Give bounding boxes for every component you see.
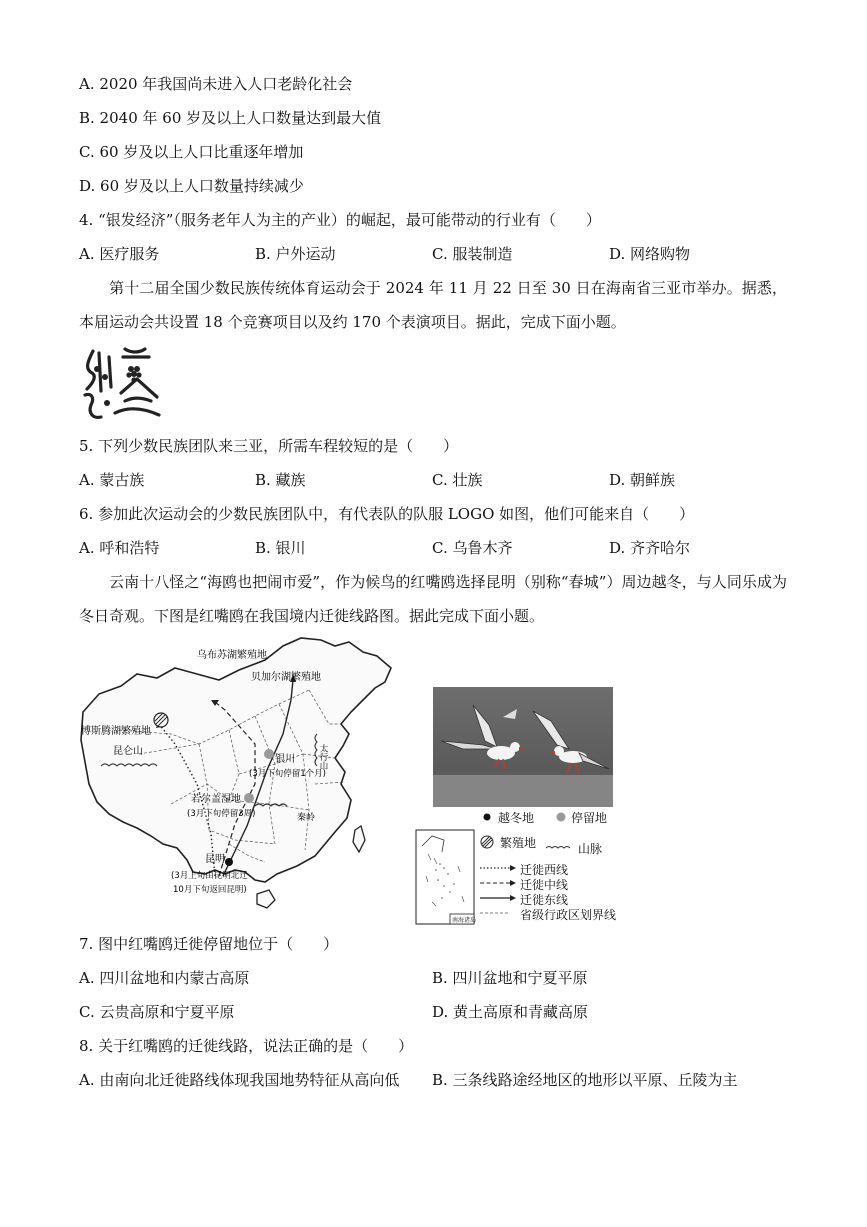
kunming-wintering-dot [225,858,233,866]
legend-stopover-dot [557,813,566,822]
q6-stem: 6. 参加此次运动会的少数民族团队中，有代表队的队服 LOGO 如图，他们可能来自（ ） [79,505,695,523]
hainan-island [257,890,275,908]
legend-breeding-symbol [481,836,493,848]
q4-option-b: B. 户外运动 [255,245,336,263]
legend-west-route-label: 迁徙西线 [520,863,569,877]
map-legend [414,806,624,926]
q5-option-d: D. 朝鲜族 [609,471,676,489]
q3-option-c: C. 60 岁及以上人口比重逐年增加 [79,143,304,161]
label-taihang: 太行山 [318,744,328,770]
label-wubusu: 乌布苏湖繁殖地 [197,650,267,661]
q5-stem: 5. 下列少数民族团队来三亚，所需车程较短的是（ ） [79,437,459,455]
legend-breeding-label: 繁殖地 [500,836,537,850]
q7-option-d: D. 黄土高原和青藏高原 [432,1003,589,1021]
q5-option-b: B. 藏族 [255,471,306,489]
label-ruoergai: 若尔盖湿地 [191,794,241,805]
q7-option-a: A. 四川盆地和内蒙古高原 [79,969,250,987]
passage-gull [79,565,787,633]
legend-mountain-symbol [546,847,570,849]
label-yinchuan: 银川 [275,754,295,765]
legend-middle-route-label: 迁徙中线 [520,878,569,892]
label-yinchuan-note: (3月下旬停留1个月) [249,769,326,779]
q6-option-a: A. 呼和浩特 [79,539,160,557]
q7-option-c: C. 云贵高原和宁夏平原 [79,1003,235,1021]
label-kunming: 昆明 [205,854,225,865]
label-qinling: 秦岭 [297,813,316,823]
gull-photo [433,687,613,807]
q4-option-d: D. 网络购物 [609,245,691,263]
passage-gull-text: 云南十八怪之“海鸥也把闹市爱”，作为候鸟的红嘴鸥选择昆明（别称“春城”）周边越冬，与人同乐成为冬日奇观。下图是红嘴鸥在我国境内迁徙线路图。据此完成下面小题。 [79,573,787,625]
ruoergai-stopover-dot [244,793,254,803]
inset-label: 南海诸岛 [452,917,477,924]
q4-option-c: C. 服装制造 [432,245,513,263]
label-ruoergai-note: (3月下旬停留3周) [187,809,256,819]
q7-option-b: B. 四川盆地和宁夏平原 [432,969,588,987]
migration-map [79,634,395,922]
q3-option-a: A. 2020 年我国尚未进入人口老龄化社会 [79,75,353,93]
q8-option-a: A. 由南向北迁徙路线体现我国地势特征从高向低 [79,1071,400,1089]
q3-option-b: B. 2040 年 60 岁及以上人口数量达到最大值 [79,109,382,127]
legend-stopover-label: 停留地 [571,811,608,825]
team-logo-image [79,343,161,423]
q8-stem: 8. 关于红嘴鸥的迁徙线路，说法正确的是（ ） [79,1037,414,1055]
yinchuan-stopover-dot [264,749,274,759]
legend-wintering-label: 越冬地 [498,811,535,825]
legend-boundary-label: 省级行政区划界线 [520,908,617,922]
taiwan-island [353,826,365,852]
legend-east-route-label: 迁徙东线 [520,893,569,907]
label-kunming-note2: 10月下旬返回昆明) [173,885,247,895]
bosten-breeding-marker [154,713,168,727]
q5-option-a: A. 蒙古族 [79,471,145,489]
q6-option-b: B. 银川 [255,539,306,557]
passage-games-text: 第十二届全国少数民族传统体育运动会于 2024 年 11 月 22 日至 30 日在海南省三亚市举办。据悉，本届运动会共设置 18 个竞赛项目以及约 170 个表演项目。据此，完成下面小题。 [79,279,787,331]
q6-option-c: C. 乌鲁木齐 [432,539,513,557]
q7-stem: 7. 图中红嘴鸥迁徙停留地位于（ ） [79,935,339,953]
legend-mountain-label: 山脉 [578,842,603,856]
q3-option-d: D. 60 岁及以上人口数量持续减少 [79,177,304,195]
q8-option-b: B. 三条线路途经地区的地形以平原、丘陵为主 [432,1071,738,1089]
label-kunming-note1: (3月上旬由昆明北迁 [171,871,248,881]
q4-option-a: A. 医疗服务 [79,245,160,263]
passage-games [79,271,787,339]
legend-wintering-dot [484,814,491,821]
label-bosten: 博斯腾湖繁殖地 [81,726,151,737]
q6-option-d: D. 齐齐哈尔 [609,539,691,557]
label-kunlun: 昆仑山 [113,746,143,757]
south-china-sea-inset [416,830,477,924]
q4-stem: 4. “银发经济”（服务老年人为主的产业）的崛起，最可能带动的行业有（ ） [79,211,601,229]
q5-option-c: C. 壮族 [432,471,483,489]
label-baikal: 贝加尔湖繁殖地 [251,672,321,683]
